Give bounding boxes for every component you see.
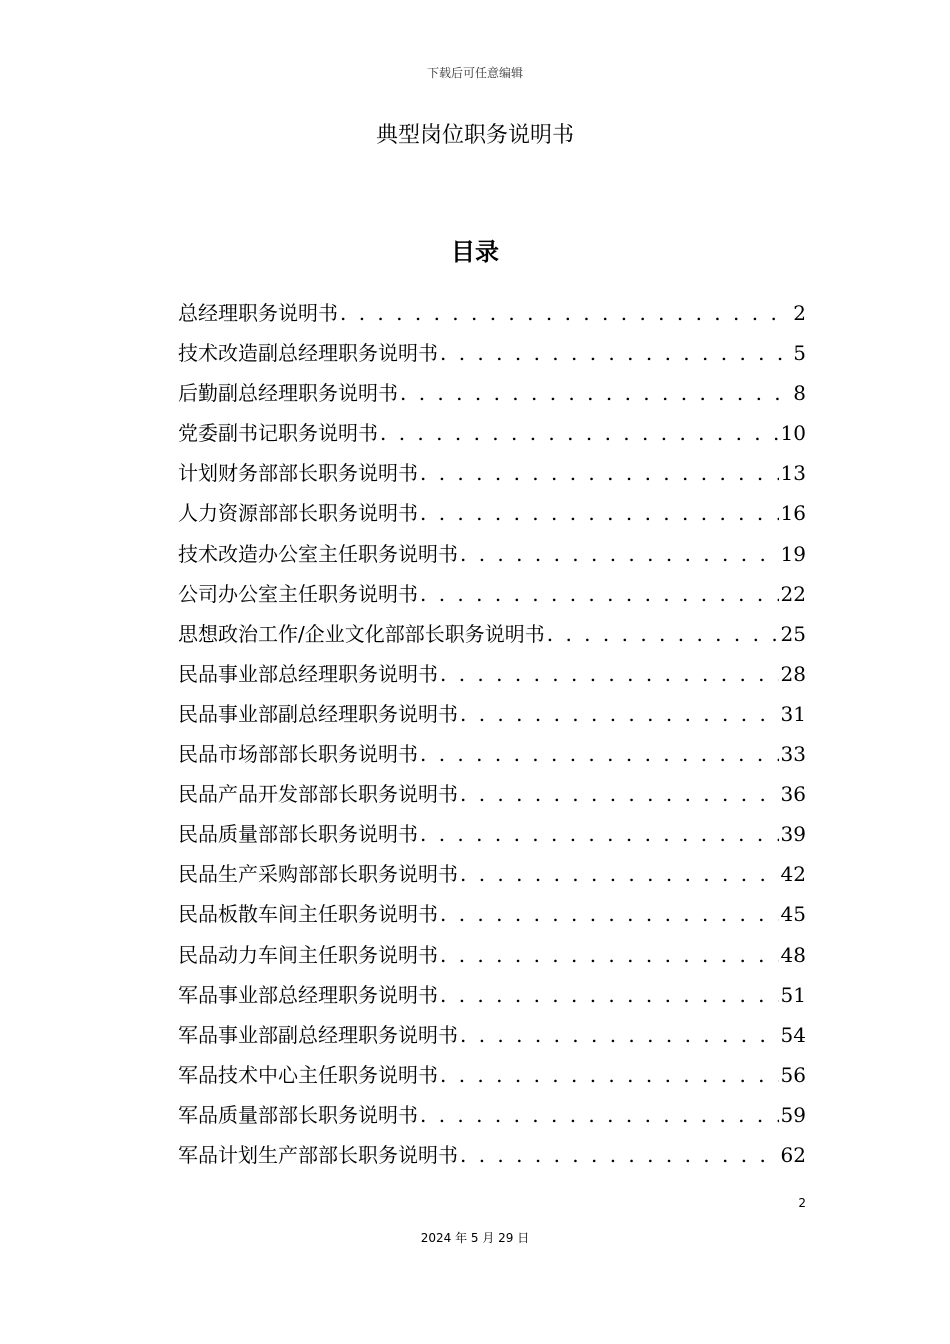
toc-entry-page: 62 (780, 1142, 806, 1167)
toc-entry-page: 39 (780, 822, 806, 847)
toc-entry[interactable] (178, 1015, 806, 1055)
toc-entry-title: 思想政治工作/企业文化部部长职务说明书 (178, 621, 545, 646)
toc-entry-page: 31 (780, 701, 806, 726)
toc-dot-leader (440, 935, 779, 975)
toc-entry-page: 54 (780, 1022, 806, 1047)
toc-entry[interactable] (178, 333, 806, 373)
document-title: 典型岗位职务说明书 (375, 123, 574, 148)
toc-dot-leader (380, 413, 779, 453)
toc-entry-page: 45 (780, 902, 806, 927)
toc-entry[interactable] (178, 453, 806, 493)
page-number: 2 (798, 1196, 806, 1210)
toc-entry-title: 军品事业部副总经理职务说明书 (178, 1022, 458, 1047)
toc-entry[interactable] (178, 694, 806, 734)
toc-dot-leader (460, 534, 779, 574)
toc-entry[interactable] (178, 774, 806, 814)
table-of-contents (178, 293, 806, 1175)
toc-entry[interactable] (178, 574, 806, 614)
toc-entry-title: 技术改造办公室主任职务说明书 (178, 541, 458, 566)
toc-entry[interactable] (178, 814, 806, 854)
toc-entry[interactable] (178, 1135, 806, 1175)
toc-entry-page: 51 (780, 982, 806, 1007)
toc-entry-page: 8 (793, 381, 806, 406)
toc-entry-page: 36 (780, 782, 806, 807)
toc-entry-page: 25 (780, 621, 806, 646)
toc-entry-title: 军品技术中心主任职务说明书 (178, 1062, 438, 1087)
toc-dot-leader (340, 293, 791, 333)
toc-dot-leader (460, 1015, 779, 1055)
toc-entry-title: 军品计划生产部部长职务说明书 (178, 1142, 458, 1167)
toc-entry-page: 42 (780, 862, 806, 887)
toc-heading: 目录 (451, 238, 499, 266)
toc-entry[interactable] (178, 493, 806, 533)
toc-entry-title: 民品质量部部长职务说明书 (178, 822, 418, 847)
toc-entry-page: 22 (780, 581, 806, 606)
toc-entry-title: 军品事业部总经理职务说明书 (178, 982, 438, 1007)
toc-entry[interactable] (178, 373, 806, 413)
toc-dot-leader (420, 574, 779, 614)
toc-dot-leader (460, 1135, 779, 1175)
toc-dot-leader (400, 373, 791, 413)
toc-dot-leader (420, 493, 779, 533)
toc-dot-leader (547, 614, 779, 654)
toc-entry[interactable] (178, 293, 806, 333)
toc-entry-page: 48 (780, 942, 806, 967)
toc-entry-page: 19 (780, 541, 806, 566)
toc-dot-leader (460, 854, 779, 894)
toc-entry[interactable] (178, 894, 806, 934)
toc-entry-title: 党委副书记职务说明书 (178, 421, 378, 446)
toc-dot-leader (420, 453, 779, 493)
toc-entry-title: 民品动力车间主任职务说明书 (178, 942, 438, 967)
toc-entry-page: 33 (780, 742, 806, 767)
toc-dot-leader (420, 1095, 779, 1135)
toc-dot-leader (440, 1055, 779, 1095)
toc-entry-title: 计划财务部部长职务说明书 (178, 461, 418, 486)
toc-entry-page: 56 (780, 1062, 806, 1087)
toc-dot-leader (460, 694, 779, 734)
toc-dot-leader (460, 774, 779, 814)
toc-entry-title: 后勤副总经理职务说明书 (178, 381, 398, 406)
toc-entry[interactable] (178, 1055, 806, 1095)
toc-entry-page: 59 (780, 1102, 806, 1127)
toc-entry[interactable] (178, 975, 806, 1015)
toc-entry-page: 5 (793, 341, 806, 366)
toc-entry[interactable] (178, 1095, 806, 1135)
toc-entry-title: 民品事业部总经理职务说明书 (178, 661, 438, 686)
toc-dot-leader (440, 894, 779, 934)
toc-dot-leader (420, 814, 779, 854)
toc-entry[interactable] (178, 734, 806, 774)
toc-dot-leader (440, 975, 779, 1015)
toc-entry-title: 民品生产采购部部长职务说明书 (178, 862, 458, 887)
toc-entry-page: 28 (780, 661, 806, 686)
toc-entry-title: 公司办公室主任职务说明书 (178, 581, 418, 606)
toc-entry-title: 民品市场部部长职务说明书 (178, 742, 418, 767)
toc-entry-title: 民品事业部副总经理职务说明书 (178, 701, 458, 726)
toc-dot-leader (440, 333, 791, 373)
toc-entry[interactable] (178, 614, 806, 654)
toc-entry-title: 民品板散车间主任职务说明书 (178, 902, 438, 927)
header-note: 下载后可任意编辑 (426, 66, 523, 80)
toc-entry[interactable] (178, 935, 806, 975)
toc-entry-page: 16 (780, 501, 806, 526)
toc-entry[interactable] (178, 654, 806, 694)
toc-entry-page: 13 (780, 461, 806, 486)
toc-entry-title: 人力资源部部长职务说明书 (178, 501, 418, 526)
toc-entry-title: 民品产品开发部部长职务说明书 (178, 782, 458, 807)
toc-entry[interactable] (178, 534, 806, 574)
toc-entry-page: 2 (793, 301, 806, 325)
footer-date: 2024 年 5 月 29 日 (420, 1231, 530, 1245)
toc-dot-leader (420, 734, 779, 774)
toc-entry[interactable] (178, 854, 806, 894)
toc-dot-leader (440, 654, 779, 694)
toc-entry-title: 军品质量部部长职务说明书 (178, 1102, 418, 1127)
toc-entry-title: 技术改造副总经理职务说明书 (178, 341, 438, 366)
toc-entry[interactable] (178, 413, 806, 453)
toc-entry-page: 10 (780, 421, 806, 446)
toc-entry-title: 总经理职务说明书 (178, 301, 338, 325)
